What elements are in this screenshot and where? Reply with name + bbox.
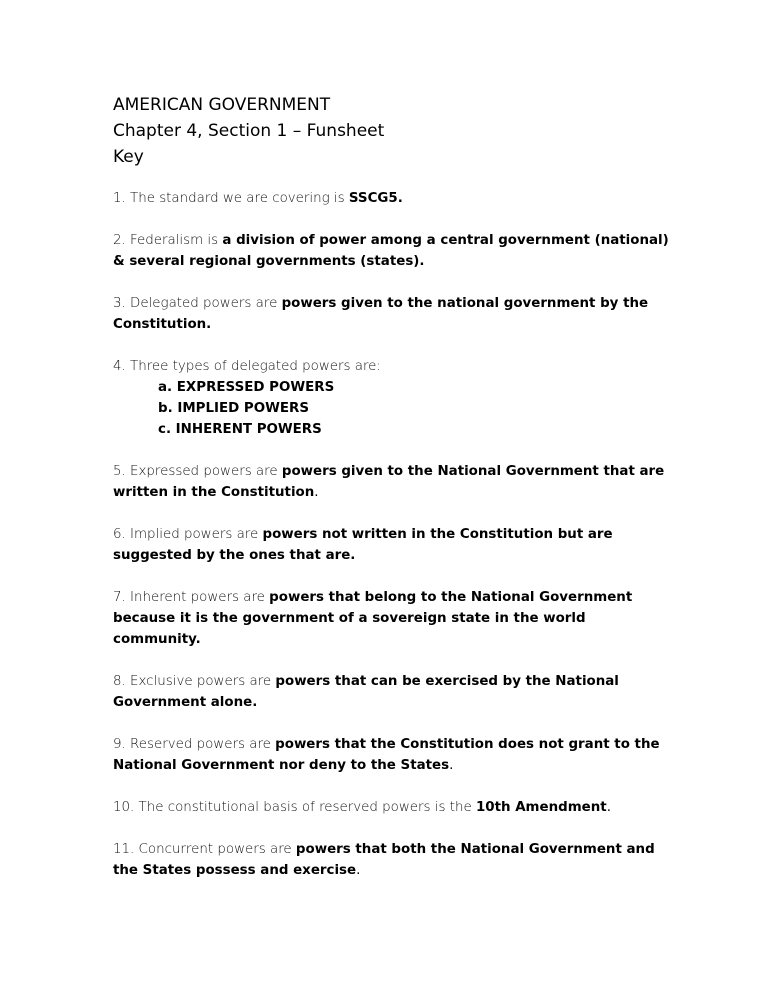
question-text: 4. Three types of delegated powers are:	[113, 359, 381, 374]
question-text: 9. Reserved powers are	[113, 737, 276, 752]
question-6	[113, 524, 673, 566]
answer-text: powers that the Constitution does not grant to the National Government nor deny to the States	[113, 737, 660, 773]
question-4	[113, 356, 673, 440]
question-5	[113, 461, 673, 503]
answer-text: powers not written in the Constitution but are suggested by the ones that are.	[113, 527, 613, 563]
key-label: Key	[113, 147, 144, 167]
answer-tail: .	[314, 485, 319, 500]
answer-text: powers that both the National Government and the States possess and exercise	[113, 842, 655, 878]
question-text: 5. Expressed powers are	[113, 464, 282, 479]
question-9	[113, 734, 673, 776]
answer-tail: .	[606, 800, 611, 815]
document-header	[113, 92, 673, 170]
answer-tail: .	[449, 758, 454, 773]
question-text: 3. Delegated powers are	[113, 296, 282, 311]
question-2	[113, 230, 673, 272]
question-text: 1. The standard we are covering is	[113, 191, 349, 206]
answer-text: powers given to the National Government that are written in the Constitution	[113, 464, 665, 500]
question-1	[113, 188, 673, 209]
question-11	[113, 839, 673, 881]
answer-text: 10th Amendment	[475, 800, 607, 815]
list-item: b. IMPLIED POWERS	[158, 401, 309, 416]
answer-text: SSCG5.	[348, 191, 403, 206]
document-page	[113, 92, 673, 902]
list-item: a. EXPRESSED POWERS	[158, 380, 335, 395]
question-text: 7. Inherent powers are	[113, 590, 270, 605]
delegated-powers-list	[113, 377, 673, 440]
question-10	[113, 797, 673, 818]
question-8	[113, 671, 673, 713]
course-title: AMERICAN GOVERNMENT	[113, 95, 331, 115]
question-3	[113, 293, 673, 335]
answer-text: a division of power among a central government (national) & several regional governments (states).	[113, 233, 669, 269]
question-7	[113, 587, 673, 650]
question-text: 8. Exclusive powers are	[113, 674, 276, 689]
question-text: 10. The constitutional basis of reserved powers is the	[113, 800, 476, 815]
question-text: 2. Federalism is	[113, 233, 223, 248]
chapter-title: Chapter 4, Section 1 – Funsheet	[113, 121, 385, 141]
question-text: 6. Implied powers are	[113, 527, 263, 542]
answer-text: powers given to the national government by the Constitution.	[113, 296, 649, 332]
answer-text: powers that can be exercised by the National Government alone.	[113, 674, 619, 710]
answer-tail: .	[356, 863, 361, 878]
list-item: c. INHERENT POWERS	[158, 422, 322, 437]
question-text: 11. Concurrent powers are	[113, 842, 296, 857]
answer-text: powers that belong to the National Government because it is the government of a sovereign state in the world community.	[113, 590, 633, 647]
